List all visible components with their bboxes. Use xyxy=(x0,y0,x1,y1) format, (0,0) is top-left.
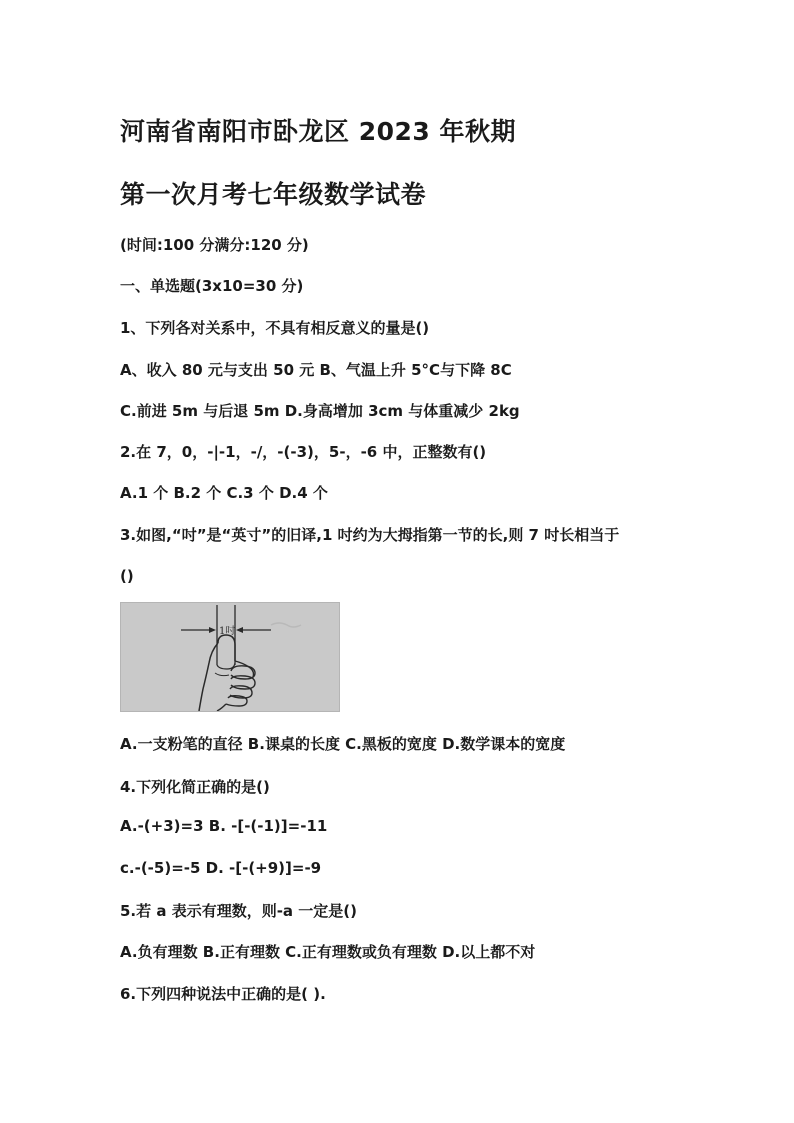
question-2-options: A.1 个 B.2 个 C.3 个 D.4 个 xyxy=(120,484,328,502)
question-3-stem: 3.如图,“吋”是“英寸”的旧译,1 吋约为大拇指第一节的长,则 7 吋长相当于 xyxy=(120,526,620,544)
question-2-stem: 2.在 7，0，-|-1，-/，-(-3)，5-，-6 中，正整数有() xyxy=(120,443,487,461)
question-4-options-cd: c.-(-5)=-5 D. -[-(+9)]=-9 xyxy=(120,859,322,877)
question-4-stem: 4.下列化简正确的是() xyxy=(120,778,270,796)
exam-info: (时间:100 分满分:120 分) xyxy=(120,236,309,254)
question-1-stem: 1、下列各对关系中，不具有相反意义的量是() xyxy=(120,319,430,337)
thumb-inch-figure xyxy=(120,602,340,712)
question-5-options: A.负有理数 B.正有理数 C.正有理数或负有理数 D.以上都不对 xyxy=(120,943,536,961)
question-5-stem: 5.若 a 表示有理数，则-a 一定是() xyxy=(120,902,357,920)
question-1-options-cd: C.前进 5m 与后退 5m D.身高增加 3cm 与体重减少 2kg xyxy=(120,402,520,420)
question-3-options: A.一支粉笔的直径 B.课桌的长度 C.黑板的宽度 D.数学课本的宽度 xyxy=(120,735,566,753)
question-1-options-ab: A、收入 80 元与支出 50 元 B、气温上升 5°C与下降 8C xyxy=(120,361,512,379)
exam-title-line-1: 河南省南阳市卧龙区 2023 年秋期 xyxy=(120,117,516,146)
exam-title-line-2: 第一次月考七年级数学试卷 xyxy=(120,180,427,209)
section-heading: 一、单选题(3x10=30 分) xyxy=(120,277,304,295)
figure-label: 1吋 xyxy=(219,626,236,637)
question-6-stem: 6.下列四种说法中正确的是( ). xyxy=(120,985,326,1003)
thumb-illustration xyxy=(121,603,339,711)
question-4-options-ab: A.-(+3)=3 B. -[-(-1)]=-11 xyxy=(120,817,328,835)
question-3-stem-continued: () xyxy=(120,567,134,585)
